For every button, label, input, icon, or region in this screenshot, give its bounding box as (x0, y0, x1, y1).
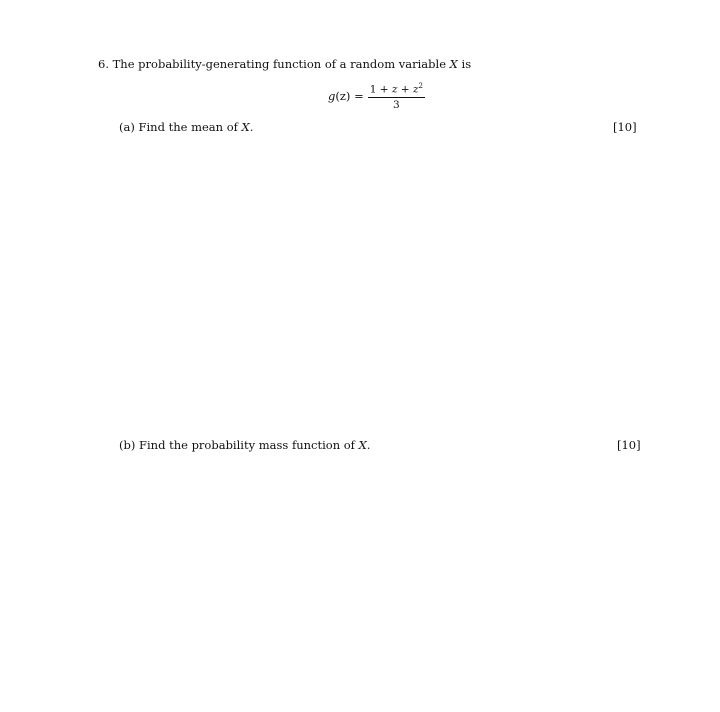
random-variable: X (449, 57, 458, 71)
part-a-variable: X (241, 120, 250, 134)
part-b-answer-space[interactable] (98, 458, 638, 698)
numerator-z-squared: z (412, 83, 419, 96)
formula-equals: = (354, 89, 364, 104)
part-b-text: Find the probability mass function of (139, 438, 355, 452)
formula-argument: (z) (335, 89, 351, 104)
part-b (119, 438, 370, 452)
question-text: The probability-generating function of a random variable (112, 57, 447, 71)
part-a-text: Find the mean of (138, 120, 238, 134)
formula-function-name: g (328, 89, 336, 104)
part-a-period: . (249, 120, 254, 134)
numerator-constant: 1 + (369, 83, 392, 96)
part-a-answer-space[interactable] (98, 140, 638, 430)
formula-lhs (328, 89, 364, 103)
numerator-z: z (391, 83, 398, 96)
part-b-label: (b) (119, 438, 136, 452)
part-b-period: . (366, 438, 371, 452)
part-a (119, 120, 253, 134)
question-number: 6. (98, 57, 109, 71)
formula-numerator (368, 82, 425, 98)
formula-fraction (368, 82, 425, 111)
numerator-exponent: 2 (418, 82, 423, 90)
part-b-marks: [10] (617, 438, 641, 452)
part-a-marks: [10] (613, 120, 637, 134)
formula-denominator: 3 (392, 98, 400, 111)
question-stem (98, 57, 471, 71)
question-text-end: is (461, 57, 472, 71)
part-b-variable: X (358, 438, 367, 452)
pgf-formula (328, 82, 425, 111)
numerator-plus: + (397, 83, 413, 96)
part-a-label: (a) (119, 120, 135, 134)
